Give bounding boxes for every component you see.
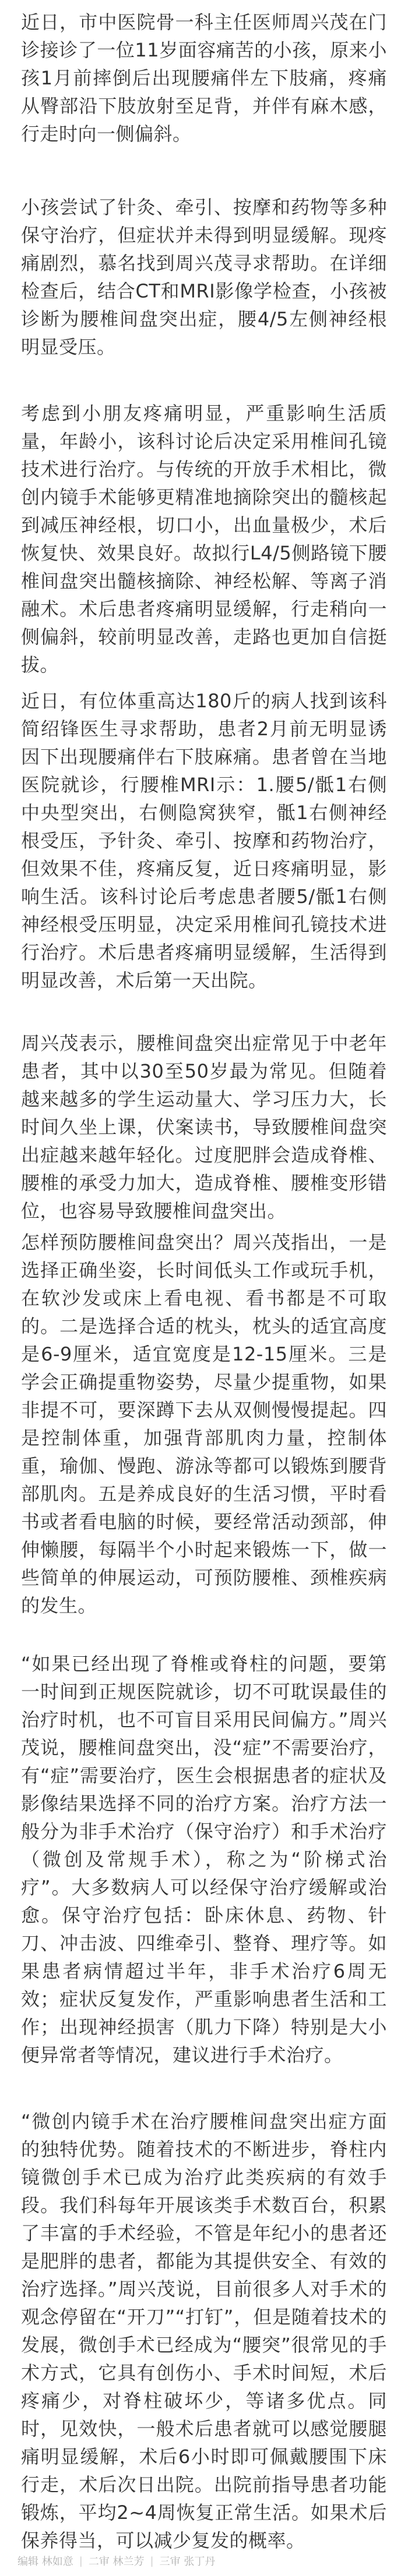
article-footer [17, 2552, 215, 2570]
paragraph-5: 周兴茂表示，腰椎间盘突出症常见于中老年患者，其中以30至50岁最为常见。但随着越来越多的学生运动量大、学习压力大，长时间久坐上课，伏案读书，导致腰椎间盘突出症越来越年轻化。过度肥胖会造成脊椎、腰椎的承受力加大，造成脊椎、腰椎变形错位，也容易导致腰椎间盘突出。 [21, 1032, 387, 1222]
paragraph-1: 近日，市中医院骨一科主任医师周兴茂在门诊接诊了一位11岁面容痛苦的小孩，原来小孩1月前摔倒后出现腰痛伴左下肢痛，疼痛从臀部沿下肢放射至足背，并伴有麻木感，行走时向一侧偏斜。 [21, 11, 387, 145]
paragraph-2: 小孩尝试了针灸、牵引、按摩和药物等多种保守治疗，但症状并未得到明显缓解。现疼痛剧烈，慕名找到周兴茂寻求帮助。在详细检查后，结合CT和MRI影像学检查，小孩被诊断为腰椎间盘突出症，腰4/5左侧神经根明显受压。 [21, 196, 387, 358]
editor-credit: 编辑 林如意 [17, 2556, 73, 2568]
paragraph-6: 怎样预防腰椎间盘突出？周兴茂指出，一是选择正确坐姿，长时间低头工作或玩手机，在软沙发或床上看电视、看书都是不可取的。二是选择合适的枕头，枕头的适宜高度是6-9厘米，适宜宽度是12-15厘米。三是学会正确提重物姿势，尽量少提重物，如果非提不可，要深蹲下去从双侧慢慢提起。四是控制体重，加强背部肌肉力量，控制体重，瑜伽、慢跑、游泳等都可以锻炼到腰背部肌肉。五是养成良好的生活习惯，平时看书或者看电脑的时候，要经常活动颈部，伸伸懒腰，每隔半个小时起来锻炼一下，做一些简单的伸展运动，可预防腰椎、颈椎疾病的发生。 [21, 1231, 387, 1617]
third-review-credit: 三审 张丁丹 [159, 2556, 216, 2568]
footer-separator: | [150, 2554, 154, 2567]
paragraph-3: 考虑到小朋友疼痛明显，严重影响生活质量，年龄小，该科讨论后决定采用椎间孔镜技术进行治疗。与传统的开放手术相比，微创内镜手术能够更精准地摘除突出的髓核起到减压神经根，切口小，出血量极少，术后恢复快、效果良好。故拟行L4/5侧路镜下腰椎间盘突出髓核摘除、神经松解、等离子消融术。术后患者疼痛明显缓解，行走稍向一侧偏斜，较前明显改善，走路也更加自信挺拔。 [21, 402, 387, 676]
paragraph-4: 近日，有位体重高达180斤的病人找到该科简绍锋医生寻求帮助，患者2月前无明显诱因下出现腰痛伴右下肢麻痛。患者曾在当地医院就诊，行腰椎MRI示：1.腰5/骶1右侧中央型突出，右侧隐窝狭窄，骶1右侧神经根受压，予针灸、牵引、按摩和药物治疗，但效果不佳，疼痛反复，近日疼痛明显，影响生活。该科讨论后考虑患者腰5/骶1右侧神经根受压明显，决定采用椎间孔镜技术进行治疗。术后患者疼痛明显缓解，生活得到明显改善，术后第一天出院。 [21, 690, 387, 991]
second-review-credit: 二审 林兰芳 [88, 2556, 145, 2568]
paragraph-7: “如果已经出现了脊椎或脊柱的问题，要第一时间到正规医院就诊，切不可耽误最佳的治疗时机，也不可盲目采用民间偏方。”周兴茂说，腰椎间盘突出，没“症”不需要治疗，有“症”需要治疗，医生会根据患者的症状及影像结果选择不同的治疗方案。治疗方法一般分为非手术治疗（保守治疗）和手术治疗（微创及常规手术），称之为“阶梯式治疗”。大多数病人可以经保守治疗缓解或治愈。保守治疗包括：卧床休息、药物、针刀、冲击波、四维牵引、整脊、理疗等。如果患者病情超过半年，非手术治疗6周无效；症状反复发作，严重影响患者生活和工作；出现神经损害（肌力下降）特别是大小便异常者等情况，建议进行手术治疗。 [21, 1653, 387, 2066]
paragraph-8: “微创内镜手术在治疗腰椎间盘突出症方面的独特优势。随着技术的不断进步，脊柱内镜微创手术已成为治疗此类疾病的有效手段。我们科每年开展该类手术数百台，积累了丰富的手术经验，不管是年纪小的患者还是肥胖的患者，都能为其提供安全、有效的治疗选择。”周兴茂说，目前很多人对手术的观念停留在“开刀”“打钉”，但是随着技术的发展，微创手术已经成为“腰突”很常见的手术方式，它具有创伤小、手术时间短，术后疼痛少，对脊柱破坏少，等诸多优点。同时，见效快，一般术后患者就可以感觉腰腿痛明显缓解，术后6小时即可佩戴腰围下床行走，术后次日出院。出院前指导患者功能锻炼，平均2~4周恢复正常生活。如果术后保养得当，可以减少复发的概率。 [21, 2110, 387, 2552]
footer-separator: | [79, 2554, 83, 2567]
